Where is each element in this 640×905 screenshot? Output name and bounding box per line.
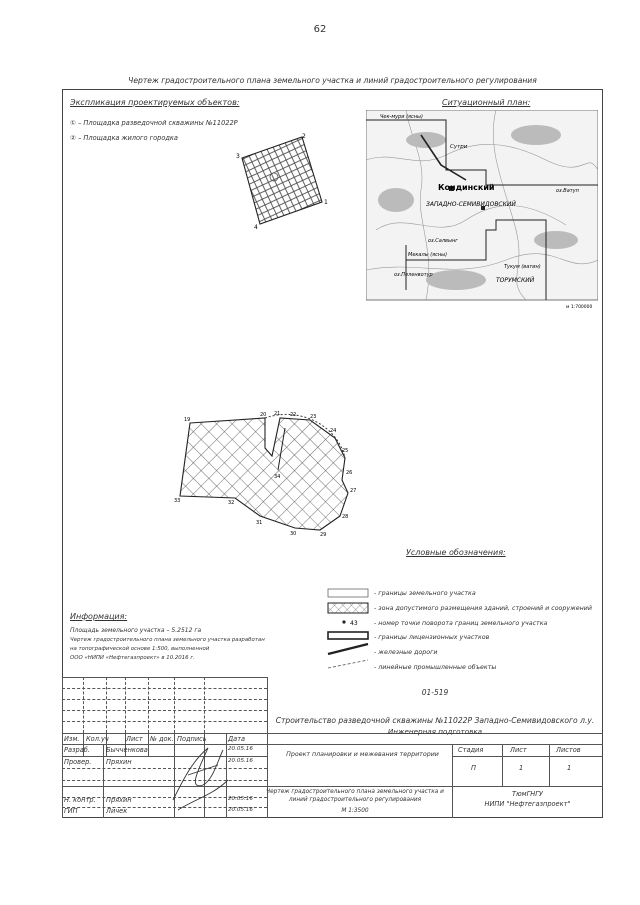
map-label: оз.Пеленвотур — [394, 272, 433, 278]
page-number: 62 — [313, 24, 327, 35]
turn-point-label: 2 — [302, 133, 306, 140]
sheet-scale: М 1:3500 — [341, 808, 369, 814]
legend-item: - границы лицензионных участков — [374, 634, 490, 641]
staff-name: Бычченкова — [106, 746, 148, 754]
explication-num: ① — [70, 119, 76, 127]
explication-item — [70, 119, 238, 127]
staff-role: Разраб. — [64, 746, 90, 754]
stage-header: Лист — [510, 746, 527, 754]
situation-plan-heading: Ситуационный план: — [442, 98, 531, 107]
turn-point-label: 1 — [324, 199, 328, 206]
staff-date: 20.05.16 — [228, 807, 253, 813]
road-symbol — [328, 644, 368, 654]
project-title: Строительство разведочной скважины №11022Р Западно-Семивидовского л.у. — [275, 716, 595, 725]
explication-text: – Площадка жилого городка — [78, 134, 178, 142]
staff-role: Н. контр. — [64, 796, 96, 804]
organization-line1: ТюмГНГУ — [512, 790, 543, 798]
staff-role: ГИП — [64, 807, 78, 815]
turn-point-label: 21 — [274, 411, 281, 417]
stage-value: 1 — [519, 764, 524, 772]
information-heading: Информация: — [70, 612, 128, 621]
project-subtitle: Инженерная подготовка — [387, 727, 483, 736]
large-plot-drawing — [170, 408, 370, 538]
section-name: Проект планировки и межевания территории — [286, 751, 439, 758]
turn-point-label: 32 — [228, 500, 235, 506]
map-label: Сутри — [450, 144, 468, 150]
document-code: 01-519 — [421, 688, 449, 697]
stage-header: Стадия — [458, 746, 484, 754]
information-line: ООО «НИПИ «Нефтегазпроект» в 10.2016 г. — [70, 655, 195, 661]
stage-header: Листов — [556, 746, 581, 754]
explication-item — [70, 134, 178, 142]
map-label: Мекалы (ясны) — [408, 252, 448, 258]
turn-point-symbol — [342, 620, 345, 623]
staff-name: Пряхин — [106, 758, 132, 766]
staff-name: Пряхин — [106, 796, 132, 804]
col-header: Подпись — [177, 735, 207, 743]
legend-item: - номер точки поворота границ земельного участка — [374, 620, 548, 627]
col-header: Кол.уч — [86, 735, 109, 743]
turn-point-label: 22 — [290, 412, 297, 418]
legend-symbols — [326, 588, 372, 678]
col-header: Изм. — [64, 735, 80, 743]
turn-point-label: 4 — [254, 224, 258, 230]
organization-line2: НИПИ "Нефтегазпроект" — [484, 800, 571, 808]
small-plot-boundary — [242, 137, 322, 224]
legend-item: - границы земельного участка — [374, 590, 476, 597]
pipeline-symbol — [328, 660, 368, 668]
turn-point-label: 25 — [342, 448, 349, 454]
map-label: оз.Салвынг — [428, 238, 458, 244]
sheet-name: Чертеж градостроительного плана земельного участка и линий градостроительного регулирования — [266, 789, 444, 803]
situation-map — [366, 110, 598, 310]
staff-date: 20.05.16 — [228, 758, 253, 764]
turn-point-label: 33 — [174, 498, 181, 504]
large-plot-boundary — [180, 418, 348, 530]
information-line: Чертеж градостроительного плана земельного участка разработан — [70, 637, 265, 643]
explication-text: – Площадка разведочной скважины №11022Р — [78, 119, 238, 127]
small-plot-drawing — [230, 130, 340, 230]
col-header: Лист — [126, 735, 143, 743]
turn-point-label: 23 — [310, 414, 317, 420]
turn-point-label: 30 — [290, 531, 297, 537]
staff-role: Провер. — [64, 758, 92, 766]
information-line: на топографической основе 1:500, выполненной — [70, 646, 210, 652]
map-scale: м 1:700000 — [566, 305, 593, 310]
staff-date: 20.05.16 — [228, 796, 253, 802]
legend-item: - линейные промышленные объекты — [374, 664, 497, 671]
turn-point-label: 26 — [346, 470, 353, 476]
legend-heading: Условные обозначения: — [406, 548, 506, 557]
stage-value: П — [471, 764, 476, 772]
drawing-title: Чертеж градостроительного плана земельного участка и линий градостроительного регулирования — [128, 76, 537, 85]
explication-heading: Экспликация проектируемых объектов: — [70, 98, 240, 107]
col-header: Дата — [228, 735, 246, 743]
hatched-zone-symbol — [328, 603, 368, 613]
staff-name: Личек — [106, 807, 128, 815]
information-line: Площадь земельного участка – 5.2512 га — [70, 627, 202, 634]
map-label: оз.Ватуп — [556, 188, 579, 194]
map-label: Кондинский — [438, 183, 495, 192]
map-label: Чек-мури (ясны) — [380, 114, 423, 120]
turn-point-label: 3 — [236, 153, 240, 160]
plot-boundary-symbol — [328, 589, 368, 597]
license-boundary-symbol — [328, 632, 368, 639]
turn-point-label: 28 — [342, 514, 349, 520]
turn-point-label: 19 — [184, 417, 191, 423]
turn-point-label: 24 — [330, 428, 337, 434]
handwritten-signature — [168, 740, 238, 820]
explication-num: ② — [70, 134, 76, 142]
turn-point-label: 20 — [260, 412, 267, 418]
turn-point-label: 29 — [320, 532, 327, 538]
legend-item: - железные дороги — [374, 649, 438, 656]
turn-point-label: 31 — [256, 520, 263, 526]
turn-point-mark: 43 — [350, 620, 358, 627]
turn-point-label: 27 — [350, 488, 357, 494]
turn-point-label: 34 — [274, 474, 281, 480]
stage-value: 1 — [567, 764, 572, 772]
map-label: ТОРУМСКИЙ — [496, 277, 535, 284]
map-label: Тукум (ватин) — [504, 264, 541, 270]
staff-date: 20.05.16 — [228, 746, 253, 752]
col-header: № док. — [150, 735, 174, 743]
map-label: ЗАПАДНО-СЕМИВИДОВСКИЙ — [426, 201, 516, 208]
legend-item: - зона допустимого размещения зданий, строений и сооружений — [374, 605, 592, 612]
